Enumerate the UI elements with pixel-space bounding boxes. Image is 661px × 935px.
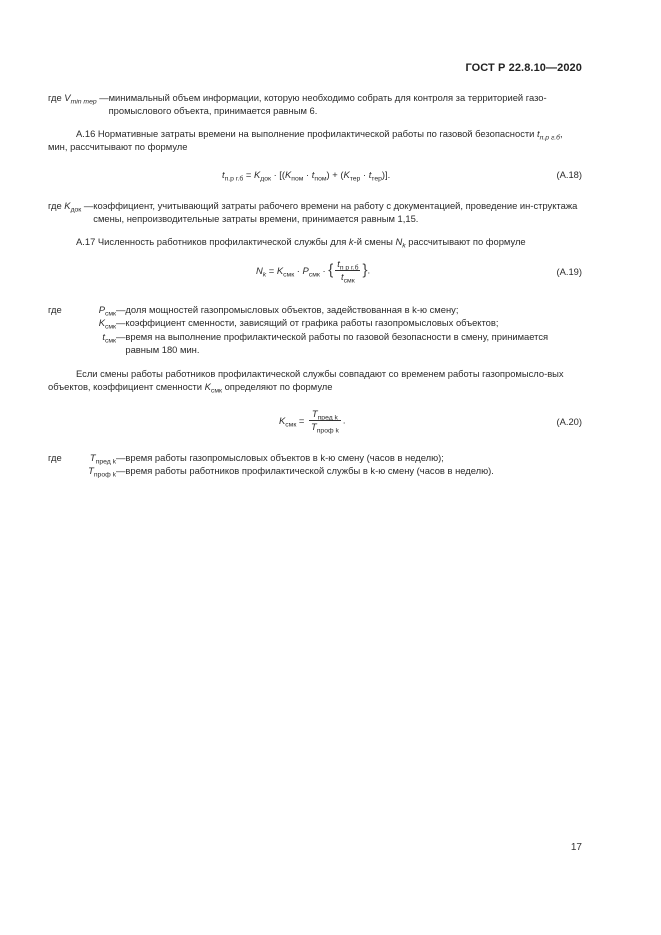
definition-v-min-ter: [48, 91, 582, 118]
definition-term: где $V_{min тер}$ —: [48, 92, 109, 106]
formula-number-a19: (А.19): [556, 266, 582, 277]
definition-text: минимальный объем информации, которую необходимо собрать для контроля за территорией газо-промыслового объекта, принимается равным 6.: [108, 92, 547, 117]
formula-a19: $N_k = K_{смк} \cdot P_{смк}$ · { $\frac{t_{п р г.б}}{t_{смк}}$ }.: [256, 258, 371, 285]
fraction: $\frac{T_{пред k}}{T_{проф k}}$: [311, 408, 339, 435]
definition-term: где $K_{док}$ —: [48, 200, 94, 214]
definition-text: коэффициент сменности, зависящий от графика работы газопромысловых объектов;: [125, 317, 499, 329]
page-number: 17: [570, 841, 582, 853]
definition-text: коэффициент, учитывающий затраты рабочего времени на работу с документацией, проведение ин-структажа смены, непроизводительные затраты времени, принимается равным 1,15.: [93, 200, 578, 225]
formula-number-a20: (А.20): [556, 416, 582, 427]
formula-a20: $K_{смк}$ = $\frac{T_{пред k}}{T_{проф k}}$ .: [279, 408, 346, 435]
definitions-a19: где $P_{смк}$ — доля мощностей газопромысловых объектов, задействованная в k-ю смену; $K_{смк}$ — коэффициент сменности, зависящий от графика работы газопромысловых объектов; $t_{смк}$ — время на выполнение профилактической работы по газовой безопасности в смену, принимается равным 180 мин.: [48, 303, 582, 356]
paragraph-k-smk: Если смены работы работников профилактической службы совпадают со временем работы газопромысло-вых объектов, коэффициент сменности $K_{смк}$ определяют по формуле: [48, 368, 564, 395]
definition-text: время на выполнение профилактической работы по газовой безопасности в смену, принимается равным 180 мин.: [125, 330, 549, 356]
definition-text: доля мощностей газопромысловых объектов, задействованная в k-ю смену;: [125, 304, 459, 315]
definition-text: время работы работников профилактической службы в k-ю смену (часов в неделю).: [125, 465, 494, 477]
formula-a18: $t_{п.р г.б} = K_{док} \cdot [(K_{пом} \cdot t_{пом}) + (K_{тер} \cdot t_{тер})]$.: [222, 169, 391, 183]
definition-text: время работы газопромысловых объектов в k-ю смену (часов в неделю);: [125, 452, 444, 463]
formula-number-a18: (А.18): [556, 169, 582, 180]
clause-a16: А.16 Нормативные затраты времени на выполнение профилактической работы по газовой безопасности $t_{п.р г.б}$, мин, рассчитывают по формуле: [48, 128, 563, 153]
document-code: ГОСТ Р 22.8.10—2020: [465, 62, 582, 74]
definition-k-dok: [48, 199, 582, 226]
fraction: $\frac{t_{п р г.б}}{t_{смк}}$: [337, 258, 359, 285]
clause-a17: А.17 Численность работников профилактической службы для k-й смены $N_k$ рассчитывают по формуле: [76, 236, 526, 250]
definitions-a20: где $T_{пред k}$ — время работы газопромысловых объектов в k-ю смену (часов в неделю); $T_{проф k}$ — время работы работников профилактической службы в k-ю смену (часов в неделю).: [48, 451, 582, 478]
